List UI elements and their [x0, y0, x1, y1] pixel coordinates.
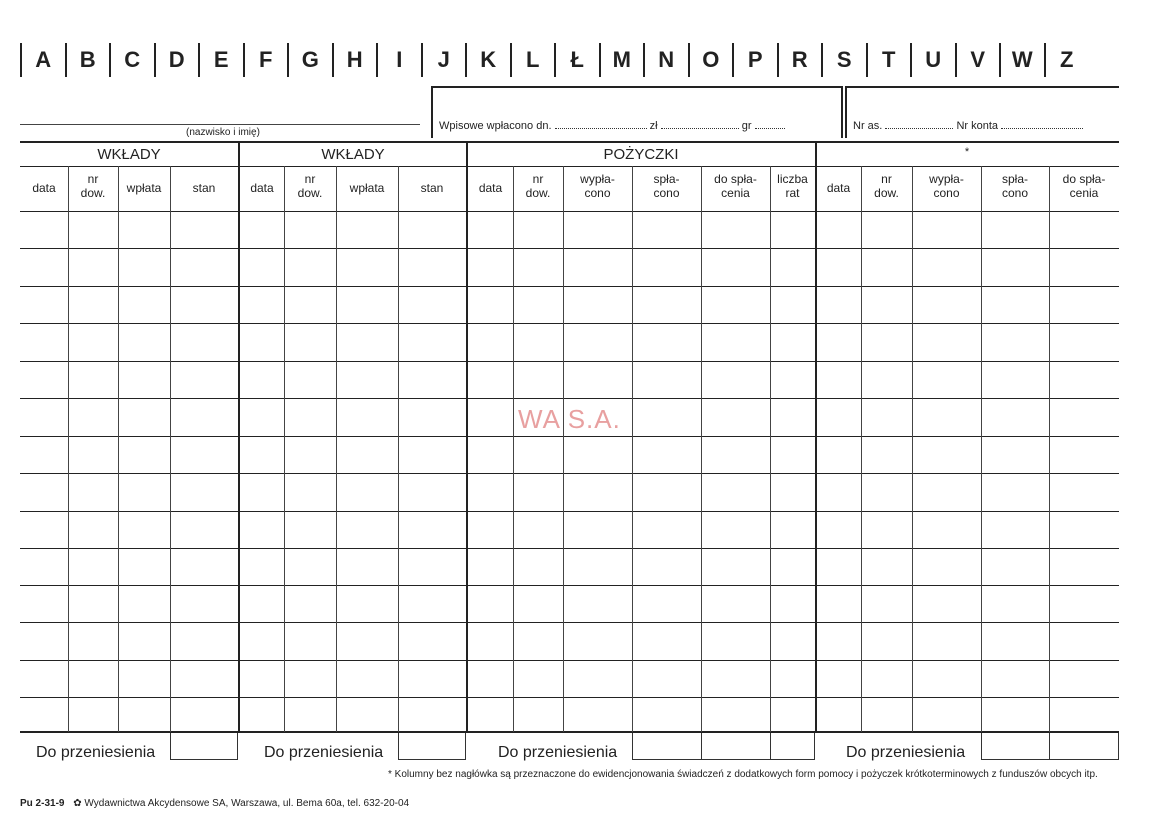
column-line [284, 166, 285, 732]
column-header-text: nr [532, 172, 544, 186]
form-code: Pu 2-31-9 [20, 798, 65, 809]
column-header [861, 172, 912, 200]
row-line [20, 511, 1119, 512]
index-letter: V [955, 43, 1000, 77]
index-letter: F [243, 43, 288, 77]
column-header [20, 181, 68, 195]
column-line [513, 166, 514, 732]
group-title-pozyczki: POŻYCZKI [603, 146, 679, 163]
index-letter: N [643, 43, 688, 77]
column-header-text: wpłata [126, 181, 162, 195]
column-header-text: data [478, 181, 503, 195]
name-line [20, 124, 420, 125]
index-letter: P [732, 43, 777, 77]
entry-fee-label: Wpisowe wpłacono dn. [439, 120, 552, 132]
row-line [20, 436, 1119, 437]
carry-label-4: Do przeniesienia [846, 744, 966, 761]
column-header-text: dow. [80, 186, 106, 200]
row-line [20, 286, 1119, 287]
index-letter: L [510, 43, 555, 77]
carry-box-2 [398, 733, 466, 760]
entry-fee-zl: zł [649, 120, 658, 132]
table-top-border [20, 141, 1119, 143]
row-line [20, 585, 1119, 586]
group-separator [238, 141, 240, 733]
column-header-text: data [250, 181, 274, 195]
watermark: WA S.A. [518, 404, 621, 434]
column-header [912, 172, 981, 200]
column-header-text: cono [1001, 186, 1029, 200]
group-separator [815, 141, 817, 733]
column-line [981, 166, 982, 732]
column-line [861, 166, 862, 732]
name-label: (nazwisko i imię) [186, 127, 260, 138]
column-line [118, 166, 119, 732]
column-header-text: dow. [297, 186, 323, 200]
group-title-wklady-2: WKŁADY [321, 146, 385, 163]
group-title-star: * [964, 146, 970, 158]
column-line [170, 166, 171, 732]
group-divider [20, 166, 1119, 167]
column-header [170, 181, 238, 195]
index-letter: O [688, 43, 733, 77]
carry-box-3a [632, 733, 702, 760]
carry-label-1: Do przeniesienia [36, 744, 156, 761]
column-header-text: rat [785, 186, 800, 200]
column-header-text: cono [933, 186, 960, 200]
column-header-text: wypła- [929, 172, 964, 186]
header-divider [20, 211, 1119, 212]
column-line [68, 166, 69, 732]
row-line [20, 323, 1119, 324]
row-line [20, 361, 1119, 362]
column-header-text: nr [304, 172, 316, 186]
column-header [240, 181, 284, 195]
row-line [20, 473, 1119, 474]
column-header [118, 181, 170, 195]
publisher-logo-icon: ✿ [73, 798, 82, 809]
carry-box-3c [770, 733, 815, 760]
column-header-text: do spła- [714, 172, 757, 186]
column-header-text: cono [653, 186, 680, 200]
column-header [284, 172, 336, 200]
carry-label-2: Do przeniesienia [264, 744, 384, 761]
index-letter: A [20, 43, 65, 77]
index-letter: M [599, 43, 644, 77]
column-header-text: liczba [777, 172, 808, 186]
column-header-text: cenia [721, 186, 750, 200]
column-header-text: wypła- [580, 172, 615, 186]
column-header [513, 172, 563, 200]
entry-fee-gr: gr [741, 120, 752, 132]
column-header-text: data [32, 181, 56, 195]
column-header [336, 181, 398, 195]
column-line [398, 166, 399, 732]
column-header-text: stan [192, 181, 216, 195]
column-line [632, 166, 633, 732]
column-header [816, 181, 861, 195]
row-line [20, 248, 1119, 249]
carry-box-3b [701, 733, 771, 760]
row-line [20, 622, 1119, 623]
carry-box-4a [981, 733, 1050, 760]
column-header-text: data [826, 181, 851, 195]
nr-as-label: Nr as. [853, 120, 883, 132]
publisher-footer [20, 798, 409, 809]
column-header [770, 172, 815, 200]
column-header [632, 172, 701, 200]
column-header [563, 172, 632, 200]
index-letter: I [376, 43, 421, 77]
carry-label-3: Do przeniesienia [498, 744, 618, 761]
row-line [20, 398, 1119, 399]
column-header-text: nr [87, 172, 99, 186]
alphabet-index [20, 38, 1088, 82]
nr-konta-label: Nr konta [956, 120, 999, 132]
column-line [1049, 166, 1050, 732]
column-header [981, 172, 1049, 200]
account-box [845, 86, 1119, 138]
column-header-text: spła- [653, 172, 680, 186]
column-header-text: cono [584, 186, 611, 200]
column-header-text: wpłata [349, 181, 385, 195]
index-letter: E [198, 43, 243, 77]
index-letter: R [777, 43, 822, 77]
column-header-text: stan [420, 181, 444, 195]
column-header-text: dow. [525, 186, 551, 200]
index-letter: W [999, 43, 1044, 77]
column-line [563, 166, 564, 732]
index-letter: Ł [554, 43, 599, 77]
index-letter: K [465, 43, 510, 77]
entry-fee-box [431, 86, 843, 138]
column-header [701, 172, 770, 200]
index-letter: Z [1044, 43, 1089, 77]
group-separator [466, 141, 468, 733]
column-line [336, 166, 337, 732]
index-letter: D [154, 43, 199, 77]
column-header [468, 181, 513, 195]
row-line [20, 697, 1119, 698]
footnote: * Kolumny bez nagłówka są przeznaczone do ewidencjonowania świadczeń z dodatkowych form pomocy i pożyczek krótkoterminowych z funduszów obcych itp. [388, 769, 1098, 780]
column-header-text: nr [881, 172, 892, 186]
column-line [701, 166, 702, 732]
row-line [20, 548, 1119, 549]
index-letter: J [421, 43, 466, 77]
index-letter: C [109, 43, 154, 77]
index-letter: T [866, 43, 911, 77]
row-line [20, 660, 1119, 661]
column-line [770, 166, 771, 732]
column-header-text: dow. [874, 186, 899, 200]
column-header-text: spła- [1001, 172, 1028, 186]
group-title-wklady-1: WKŁADY [97, 146, 161, 163]
carry-box-4b [1049, 733, 1119, 760]
index-letter: B [65, 43, 110, 77]
publisher-info: Wydawnictwa Akcydensowe SA, Warszawa, ul. Bema 60a, tel. 632-20-04 [84, 798, 410, 809]
carry-box-1 [170, 733, 238, 760]
column-header [1049, 172, 1119, 200]
index-letter: G [287, 43, 332, 77]
index-letter: S [821, 43, 866, 77]
index-letter: H [332, 43, 377, 77]
column-header [68, 172, 118, 200]
index-letter: U [910, 43, 955, 77]
column-line [912, 166, 913, 732]
column-header-text: do spła- [1062, 172, 1106, 186]
column-header [398, 181, 466, 195]
column-header-text: cenia [1069, 186, 1099, 200]
